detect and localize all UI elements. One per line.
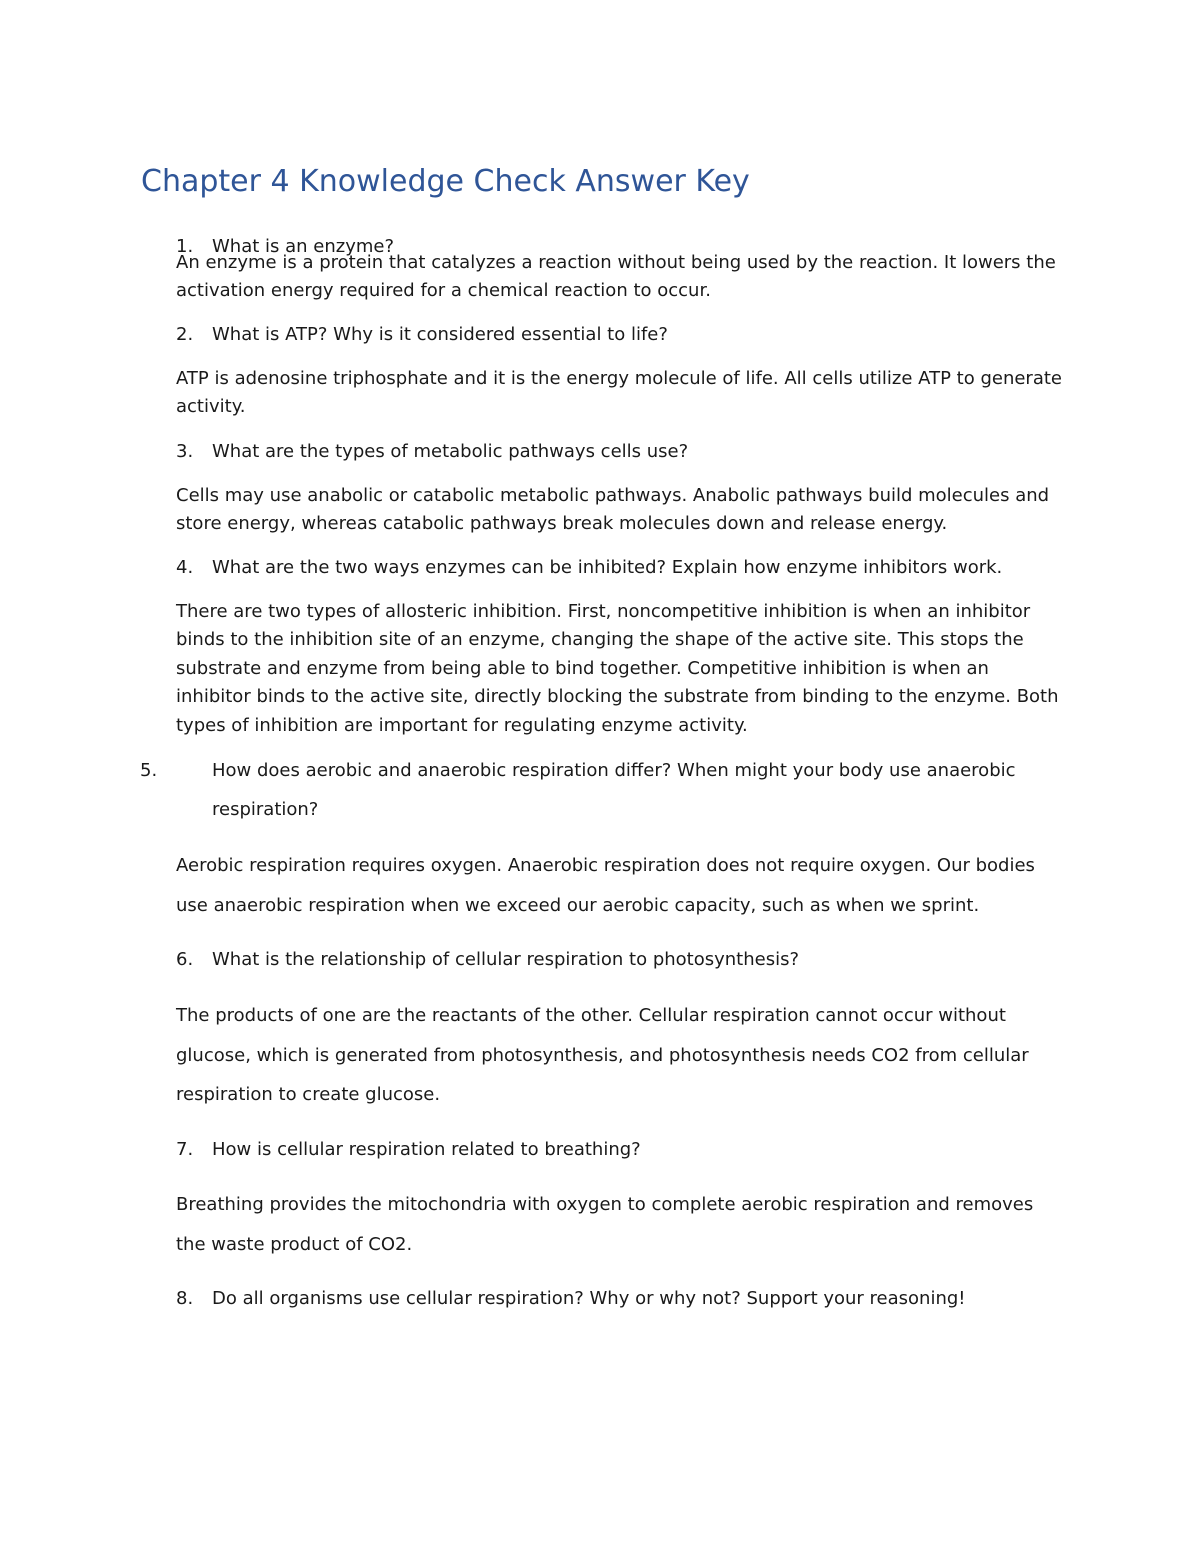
question-text: What is ATP? Why is it considered essential to life? bbox=[212, 324, 668, 345]
question-number: 5. bbox=[140, 760, 158, 781]
question-2 bbox=[176, 321, 1056, 349]
question-text: What is the relationship of cellular respiration to photosynthesis? bbox=[212, 949, 800, 970]
question-text: How does aerobic and anaerobic respiration differ? When might your body use anaerobic respiration? bbox=[212, 760, 1016, 820]
question-number: 2. bbox=[176, 324, 194, 345]
question-number: 1. bbox=[176, 236, 194, 257]
question-5 bbox=[140, 751, 1092, 829]
question-text: How is cellular respiration related to breathing? bbox=[212, 1139, 641, 1160]
answer-2: ATP is adenosine triphosphate and it is the energy molecule of life. All cells utilize ATP to generate activity. bbox=[176, 368, 1062, 418]
question-text: Do all organisms use cellular respiration? Why or why not? Support your reasoning! bbox=[212, 1288, 966, 1309]
page-title: Chapter 4 Knowledge Check Answer Key bbox=[141, 164, 750, 199]
question-7 bbox=[176, 1136, 1056, 1164]
answer-7: Breathing provides the mitochondria with oxygen to complete aerobic respiration and removes the waste product of CO2. bbox=[176, 1194, 1034, 1255]
answer-3: Cells may use anabolic or catabolic metabolic pathways. Anabolic pathways build molecules and store energy, whereas catabolic pathways break molecules down and release energy. bbox=[176, 485, 1050, 535]
question-3 bbox=[176, 438, 1056, 466]
question-number: 8. bbox=[176, 1288, 194, 1309]
question-text: What are the two ways enzymes can be inhibited? Explain how enzyme inhibitors work. bbox=[212, 557, 1003, 578]
question-text: What is an enzyme? bbox=[212, 236, 395, 257]
question-6 bbox=[176, 946, 1056, 974]
question-4 bbox=[176, 554, 1056, 582]
question-text: What are the types of metabolic pathways cells use? bbox=[212, 441, 689, 462]
question-8 bbox=[176, 1285, 1056, 1313]
answer-6: The products of one are the reactants of the other. Cellular respiration cannot occur without glucose, which is generated from photosynthesis, and photosynthesis needs CO2 from cellular respiration to create glucose. bbox=[176, 1005, 1029, 1105]
answer-4: There are two types of allosteric inhibition. First, noncompetitive inhibition is when an inhibitor binds to the inhibition site of an enzyme, changing the shape of the active site. This stops the substrate and enzyme from being able to bind together. Competitive inhibition is when an inhibitor binds to the active site, directly blocking the substrate from binding to the enzyme. Both types of inhibition are important for regulating enzyme activity. bbox=[176, 601, 1059, 736]
question-number: 6. bbox=[176, 949, 194, 970]
question-number: 7. bbox=[176, 1139, 194, 1160]
question-number: 4. bbox=[176, 557, 194, 578]
answer-5: Aerobic respiration requires oxygen. Anaerobic respiration does not require oxygen. Our bodies use anaerobic respiration when we exceed our aerobic capacity, such as when we sprint. bbox=[176, 855, 1035, 916]
answer-1: An enzyme is a protein that catalyzes a reaction without being used by the reaction. It lowers the activation energy required for a chemical reaction to occur. bbox=[176, 252, 1056, 302]
question-number: 3. bbox=[176, 441, 194, 462]
